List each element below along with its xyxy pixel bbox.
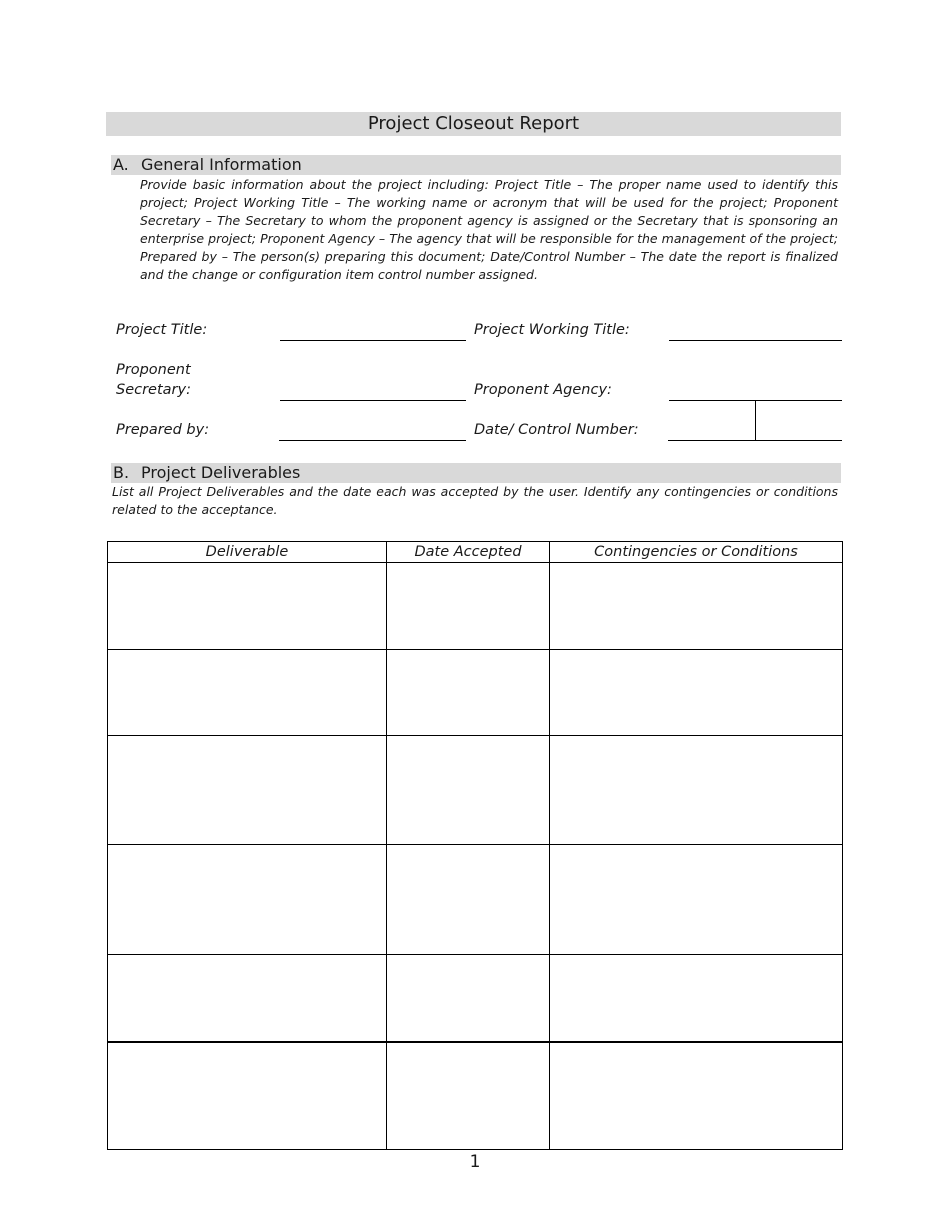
- prepared-by-field[interactable]: [279, 440, 466, 441]
- table-row: [108, 1042, 843, 1150]
- date-accepted-cell[interactable]: [387, 845, 550, 955]
- date-field[interactable]: [668, 440, 755, 441]
- control-number-field[interactable]: [756, 440, 842, 441]
- proponent-agency-label: Proponent Agency:: [474, 382, 612, 398]
- date-accepted-cell[interactable]: [387, 650, 550, 736]
- contingencies-cell[interactable]: [550, 563, 843, 650]
- contingencies-cell[interactable]: [550, 955, 843, 1042]
- date-accepted-cell[interactable]: [387, 563, 550, 650]
- table-row: [108, 736, 843, 845]
- date-accepted-cell[interactable]: [387, 1042, 550, 1150]
- section-a-heading: General Information: [141, 155, 302, 174]
- column-header-contingencies: Contingencies or Conditions: [550, 542, 843, 563]
- project-working-title-field[interactable]: [669, 340, 842, 341]
- date-control-divider: [755, 400, 756, 441]
- project-title-field[interactable]: [280, 340, 466, 341]
- table-header-row: [108, 542, 843, 563]
- contingencies-cell[interactable]: [550, 845, 843, 955]
- page-number: 1: [469, 1152, 481, 1172]
- deliverables-table: [107, 541, 843, 1150]
- table-row: [108, 563, 843, 650]
- section-b-number: B.: [113, 463, 130, 482]
- deliverable-cell[interactable]: [108, 845, 387, 955]
- column-header-date-accepted: Date Accepted: [387, 542, 550, 563]
- contingencies-cell[interactable]: [550, 650, 843, 736]
- column-header-deliverable: Deliverable: [108, 542, 387, 563]
- proponent-secretary-field[interactable]: [280, 400, 466, 401]
- section-b-header: [111, 463, 841, 483]
- page-title: Project Closeout Report: [106, 112, 841, 136]
- contingencies-cell[interactable]: [550, 1042, 843, 1150]
- proponent-secretary-label-line1: Proponent: [116, 362, 191, 378]
- project-working-title-label: Project Working Title:: [474, 322, 630, 338]
- date-accepted-cell[interactable]: [387, 955, 550, 1042]
- date-accepted-cell[interactable]: [387, 736, 550, 845]
- date-control-number-label: Date/ Control Number:: [474, 422, 639, 438]
- deliverable-cell[interactable]: [108, 1042, 387, 1150]
- prepared-by-label: Prepared by:: [116, 422, 210, 438]
- table-row: [108, 955, 843, 1042]
- section-b-description: List all Project Deliverables and the date each was accepted by the user. Identify any contingencies or conditions related to the acceptance.: [112, 484, 838, 517]
- project-title-label: Project Title:: [116, 322, 208, 338]
- deliverable-cell[interactable]: [108, 650, 387, 736]
- section-a-header: [111, 155, 841, 175]
- deliverable-cell[interactable]: [108, 563, 387, 650]
- deliverable-cell[interactable]: [108, 736, 387, 845]
- section-a-number: A.: [113, 155, 129, 174]
- section-b-heading: Project Deliverables: [141, 463, 301, 482]
- contingencies-cell[interactable]: [550, 736, 843, 845]
- table-row: [108, 650, 843, 736]
- section-a-description: Provide basic information about the project including: Project Title – The proper name used to identify this project; Project Working Title – The working name or acronym that will be used for the project; Proponent Secretary – The Secretary to whom the proponent agency is assigned or the Secretary that is sponsoring an enterprise project; Proponent Agency – The agency that will be responsible for the management of the project; Prepared by – The person(s) preparing this document; Date/Control Number – The date the report is finalized and the change or configuration item control number assigned.: [140, 177, 838, 282]
- table-row: [108, 845, 843, 955]
- deliverable-cell[interactable]: [108, 955, 387, 1042]
- proponent-secretary-label-line2: Secretary:: [116, 382, 191, 398]
